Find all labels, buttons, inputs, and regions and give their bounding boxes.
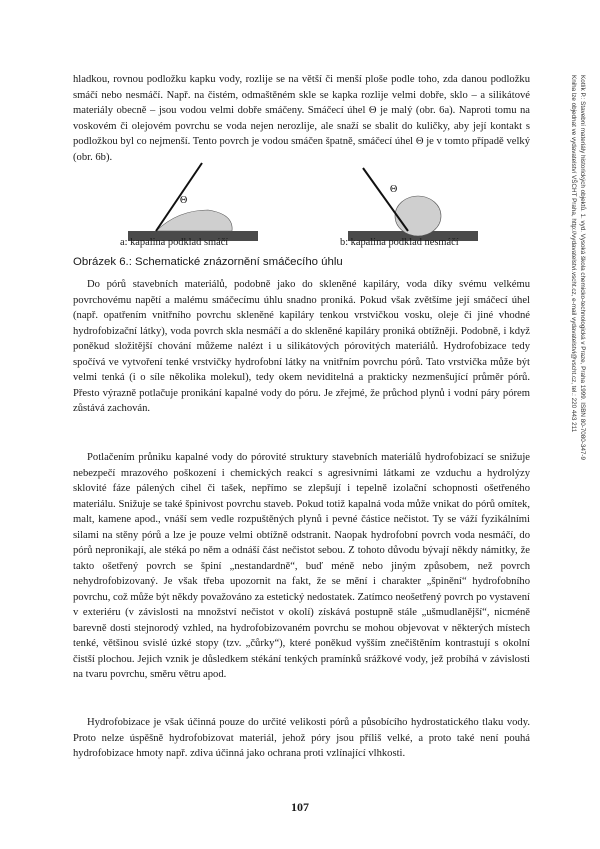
figure-caption: Obrázek 6.: Schematické znázornění smáčecího úhlu [73, 256, 343, 268]
paragraph-benefits: Potlačením průniku kapalné vody do pórovité struktury stavebních materiálů hydrofobizací se snižuje nebezpečí mrazového poškození i chemických reakcí s agresivními látkami ze vzduchu a hydrolýzy sklovité fáze pálených cihel či tašek, nepřímo se zlepšují i tepelně izolační schopnosti ošetřeného materiálu. Snižuje se také špinivost povrchu staveb. Pokud totiž kapalná voda může vnikat do pórů omítek, malt, kamene apod., vnáší sem vedle rozpuštěných plynů i pevné částice nečistot. Ty se váží fyzikálními silami na stěny pórů a lze je pouze velmi obtížně odstranit. Naopak hydrofobní povrch voda nesmáčí, do pórů nepronikají, ale stéká po něm a odnáší část nečistot sebou. Z tohoto důvodu bývají někdy námitky, že takto ošetřený povrch se špiní „nestandardně“, buď méně nebo jiným způsobem, než povrch nehydrofobizovaný. Je však třeba upozornit na fakt, že se mění i charakter „špinění“ hydrofobního povrchu, což může být někdy považováno za estetický nedostatek. Zatímco neošetřený povrch po vystavení v exteriéru (v závislosti na množství nečistot v okolí) získává postupně stále „ušmudlanější“, nicméně barevně dosti stejnorodý vzhled, na hydrofobizovaném povrchu se mohou objevovat v některých místech tenké, většinou svislé úzké stopy (tzv. „čůrky“), které poněkud vyšším znečištěním kontrastují s okolní čistší plochou. Jejich vznik je důsledkem stékání tenkých pramínků srážkové vody, jež probíhá v závislosti na tvaru povrchu, směru větru apod. [73, 452, 530, 680]
side-citation [568, 75, 586, 775]
figure-b-drop [395, 196, 441, 236]
figure-a-label: a: kapalina podklad smáčí [120, 237, 229, 248]
paragraph-pores: Do pórů stavebních materiálů, podobně jako do skleněné kapiláry, voda díky svému velkému povrchovému napětí a malému smáčecímu úhlu snadno proniká. Pokud však zvětšíme její smáčecí úhel (např. opatřením vnitřního povrchu skleněné kapiláry tenkou vrstvičkou vosku, oleje či jiné vhodné hydrofobizační látky), voda povrch skla nesmáčí a do skleněné kapiláry proniká obtížněji. Podobně, i když poněkud složitější chování můžeme nalézt i u silikátových pórovitých materiálů. Hydrofobizace tedy spočívá ve vytvoření tenké vrstvičky hydrofobní látky na vnitřním povrchu pórů. Tato vrstvička může být velmi tenká (i o síle několika molekul), tedy okem neviditelná a prakticky nezmenšující průměr pórů. Přesto výrazně potlačuje pronikání kapalné vody do póru. Je zřejmé, že průchod plynů i vodní páry pórem zůstává zachován. [73, 279, 530, 414]
page-number: 107 [291, 800, 309, 814]
side-citation-line1: Kotlík P.: Stavební materiály historických objektů. 1. vyd. Vysoká škola chemicko-technologická v Praze, Praha 1999. ISBN 80-7080-347-9 [579, 75, 586, 461]
paragraph-limits: Hydrofobizace je však účinná pouze do určité velikosti pórů a působícího hydrostatického tlaku vody. Proto nelze úspěšně hydrofobizovat materiál, jehož póry jsou příliš velké, a proto také není pouhá hydrofobizace hmoty např. zdiva účinná jako ochrana proti vzlínající vlhkosti. [73, 717, 530, 759]
figure-b-label: b: kapalina podklad nesmáčí [340, 237, 459, 248]
figure-b-theta-label: Θ [390, 184, 398, 195]
figure-b-angle-line [363, 168, 408, 231]
paragraph-intro: hladkou, rovnou podložku kapku vody, rozlije se na větší či menší ploše podle toho, zda danou podložku smáčí nebo nesmáčí. Např. na čistém, odmaštěném skle se kapka rozlije velmi dobře, sklo – a silikátové materiály obecně – jsou vodou velmi dobře smáčeny. Smáčecí úhel Θ je malý (obr. 6a). Naproti tomu na voskovém či olejovém povrchu se voda nejen nerozlije, ale snaží se sbalit do kuličky, aby její kontakt s podložkou byl co nejmenší. Tento povrch je vodou smáčen špatně, smáčecí úhel Θ je v tomto případě velký (obr. 6b). [73, 74, 530, 163]
figure-a-theta-label: Θ [180, 195, 188, 206]
side-citation-line2: Kniha lze objednat ve vydavatelství VŠCHT Praha, http://vydavatelstvi.vscht.cz, e-mail vydavatelstvi@vscht.cz, tel.: 220 443 211 [570, 75, 578, 433]
